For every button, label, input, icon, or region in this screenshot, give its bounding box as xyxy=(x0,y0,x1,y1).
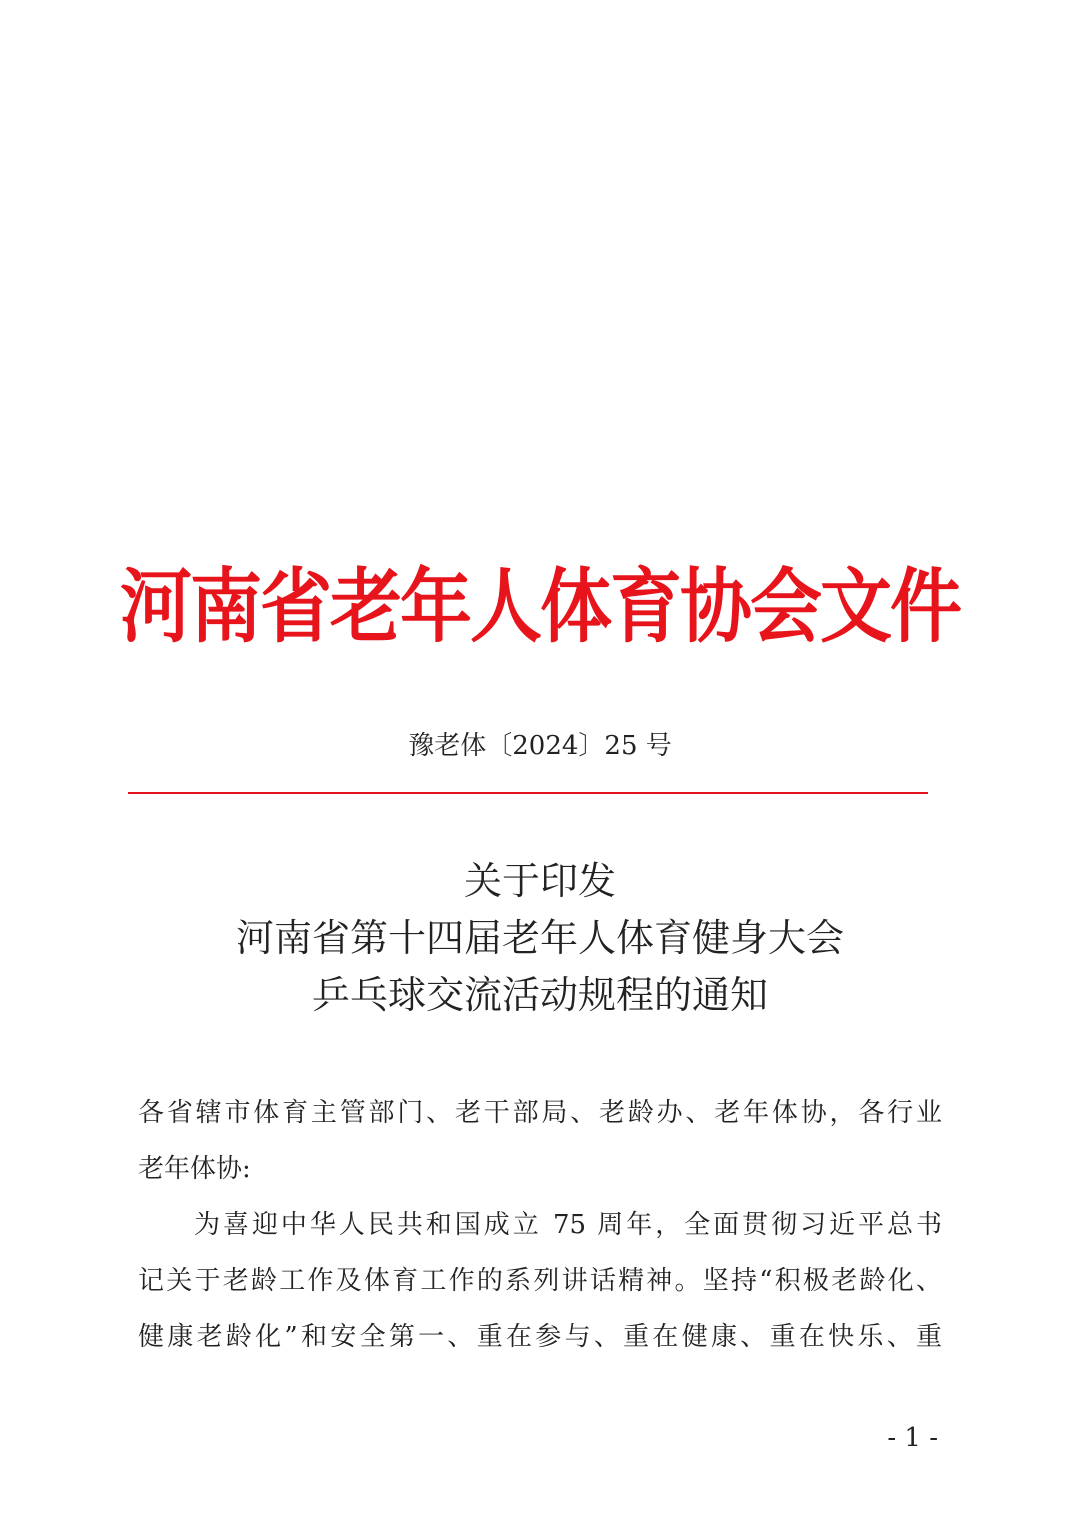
title-line: 乒乓球交流活动规程的通知 xyxy=(311,973,768,1017)
document-number: 豫老体〔2024〕25 号 xyxy=(408,731,672,761)
paragraph-line: 为喜迎中华人民共和国成立 75 周年，全面贯彻习近平总书 xyxy=(194,1210,942,1240)
paragraph-line: 记关于老龄工作及体育工作的系列讲话精神。坚持“积极老龄化、 xyxy=(138,1266,942,1296)
title-line: 关于印发 xyxy=(463,859,616,903)
salutation-line: 各省辖市体育主管部门、老干部局、老龄办、老年体协，各行业 xyxy=(138,1098,942,1128)
title-line: 河南省第十四届老年人体育健身大会 xyxy=(235,916,844,960)
red-divider-line xyxy=(128,792,928,794)
page-number: - 1 - xyxy=(887,1423,938,1453)
paragraph-line: 健康老龄化”和安全第一、重在参与、重在健康、重在快乐、重 xyxy=(138,1322,942,1352)
masthead-title: 河南省老年人体育协会文件 xyxy=(119,559,960,654)
body-text xyxy=(138,1085,942,1365)
salutation-line: 老年体协: xyxy=(138,1154,251,1184)
notice-title xyxy=(0,853,1080,1024)
